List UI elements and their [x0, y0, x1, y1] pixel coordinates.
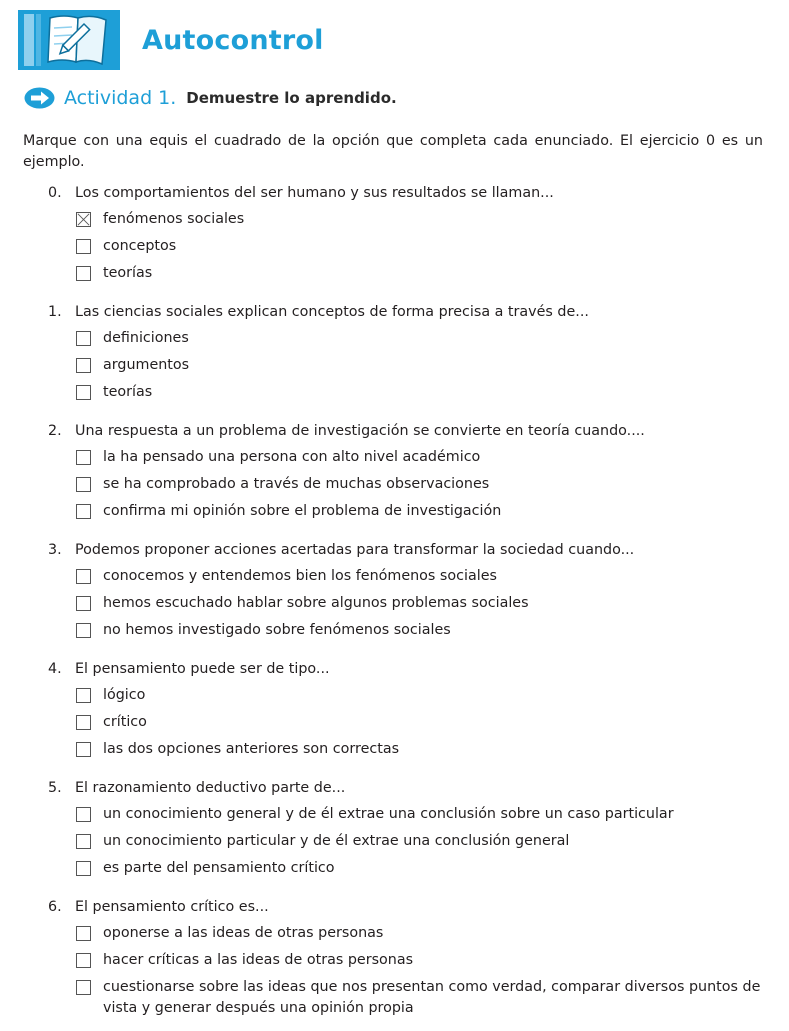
answer-option — [0, 590, 789, 617]
checkbox[interactable] — [76, 953, 91, 968]
question-prompt — [0, 775, 789, 801]
option-label: teorías — [103, 384, 153, 400]
option-label: confirma mi opinión sobre el problema de investigación — [103, 503, 502, 519]
answer-option — [0, 920, 789, 947]
option-label: lógico — [103, 687, 146, 703]
question-text: El razonamiento deductivo parte de... — [75, 780, 346, 796]
checkbox[interactable] — [76, 239, 91, 254]
checkbox[interactable] — [76, 331, 91, 346]
question-prompt — [0, 418, 789, 444]
question-item — [0, 418, 789, 525]
checkbox[interactable] — [76, 807, 91, 822]
arrow-right-circle-icon — [24, 87, 55, 109]
option-label: fenómenos sociales — [103, 211, 245, 227]
option-label: argumentos — [103, 357, 190, 373]
question-prompt — [0, 894, 789, 920]
checkbox[interactable] — [76, 358, 91, 373]
answer-option — [0, 947, 789, 974]
checkbox[interactable] — [76, 450, 91, 465]
question-number: 4. — [48, 661, 62, 677]
checkbox[interactable] — [76, 861, 91, 876]
checkbox[interactable] — [76, 623, 91, 638]
checkbox[interactable] — [76, 926, 91, 941]
question-prompt — [0, 656, 789, 682]
answer-option — [0, 855, 789, 882]
option-label: es parte del pensamiento crítico — [103, 860, 335, 876]
x-mark-icon — [77, 213, 90, 226]
option-label: se ha comprobado a través de muchas observaciones — [103, 476, 490, 492]
question-number: 0. — [48, 185, 62, 201]
option-label: un conocimiento general y de él extrae una conclusión sobre un caso particular — [103, 806, 674, 822]
checkbox[interactable] — [76, 569, 91, 584]
option-label: conocemos y entendemos bien los fenómenos sociales — [103, 568, 497, 584]
checkbox[interactable] — [76, 742, 91, 757]
question-prompt — [0, 180, 789, 206]
answer-option — [0, 974, 789, 1019]
answer-option — [0, 325, 789, 352]
answer-option — [0, 736, 789, 763]
checkbox[interactable] — [76, 980, 91, 995]
checkbox[interactable] — [76, 834, 91, 849]
answer-option — [0, 352, 789, 379]
question-item — [0, 894, 789, 1019]
activity-label: Actividad 1. — [64, 87, 177, 109]
question-item — [0, 656, 789, 763]
option-label: crítico — [103, 714, 147, 730]
answer-option — [0, 617, 789, 644]
question-number: 6. — [48, 899, 62, 915]
answer-option — [0, 682, 789, 709]
question-text: El pensamiento crítico es... — [75, 899, 269, 915]
page-title: Autocontrol — [142, 24, 324, 56]
option-label: no hemos investigado sobre fenómenos sociales — [103, 622, 451, 638]
option-label: la ha pensado una persona con alto nivel académico — [103, 449, 481, 465]
activity-heading — [24, 87, 397, 109]
activity-subtitle: Demuestre lo aprendido. — [186, 89, 397, 107]
question-number: 5. — [48, 780, 62, 796]
answer-option — [0, 206, 789, 233]
question-number: 2. — [48, 423, 62, 439]
question-prompt — [0, 537, 789, 563]
answer-option — [0, 444, 789, 471]
question-list — [0, 180, 789, 1031]
checkbox[interactable] — [76, 596, 91, 611]
answer-option — [0, 801, 789, 828]
checkbox-checked[interactable] — [76, 212, 91, 227]
question-text: Una respuesta a un problema de investigación se convierte en teoría cuando.... — [75, 423, 645, 439]
option-label: teorías — [103, 265, 153, 281]
option-label: las dos opciones anteriores son correctas — [103, 741, 400, 757]
answer-option — [0, 563, 789, 590]
checkbox[interactable] — [76, 477, 91, 492]
question-prompt — [0, 299, 789, 325]
question-item — [0, 180, 789, 287]
option-label: definiciones — [103, 330, 189, 346]
option-label: oponerse a las ideas de otras personas — [103, 925, 384, 941]
question-item — [0, 299, 789, 406]
answer-option — [0, 709, 789, 736]
checkbox[interactable] — [76, 715, 91, 730]
section-header — [18, 10, 324, 70]
answer-option — [0, 233, 789, 260]
checkbox[interactable] — [76, 688, 91, 703]
checkbox[interactable] — [76, 504, 91, 519]
checkbox[interactable] — [76, 385, 91, 400]
answer-option — [0, 498, 789, 525]
question-number: 3. — [48, 542, 62, 558]
question-text: Podemos proponer acciones acertadas para transformar la sociedad cuando... — [75, 542, 635, 558]
question-text: Las ciencias sociales explican conceptos de forma precisa a través de... — [75, 304, 589, 320]
answer-option — [0, 260, 789, 287]
option-label: hacer críticas a las ideas de otras personas — [103, 952, 414, 968]
instructions-text: Marque con una equis el cuadrado de la opción que completa cada enunciado. El ejercicio 0 es un ejemplo. — [23, 133, 763, 170]
question-text: El pensamiento puede ser de tipo... — [75, 661, 330, 677]
answer-option — [0, 471, 789, 498]
option-label: un conocimiento particular y de él extrae una conclusión general — [103, 833, 570, 849]
option-label: cuestionarse sobre las ideas que nos presentan como verdad, comparar diversos puntos de vista y generar después una opinión propia — [103, 979, 761, 1016]
option-label: conceptos — [103, 238, 177, 254]
question-text: Los comportamientos del ser humano y sus resultados se llaman... — [75, 185, 554, 201]
checkbox[interactable] — [76, 266, 91, 281]
question-item — [0, 537, 789, 644]
answer-option — [0, 828, 789, 855]
question-number: 1. — [48, 304, 62, 320]
answer-option — [0, 379, 789, 406]
question-item — [0, 775, 789, 882]
option-label: hemos escuchado hablar sobre algunos problemas sociales — [103, 595, 529, 611]
notebook-pencil-icon — [18, 10, 120, 70]
